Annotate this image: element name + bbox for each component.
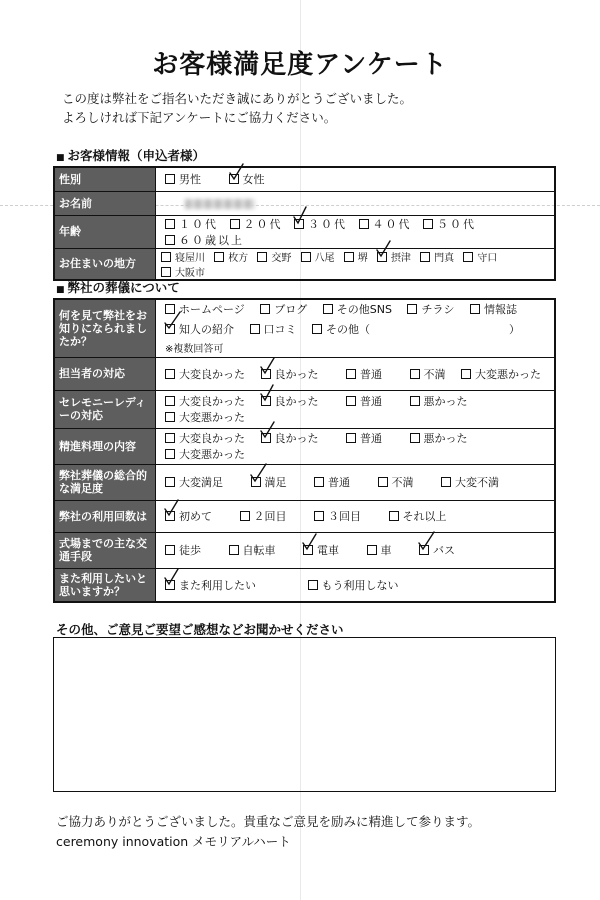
checkbox[interactable] (165, 412, 175, 422)
intro-line: よろしければ下記アンケートにご協力ください。 (62, 110, 337, 125)
checkbox[interactable] (165, 235, 175, 245)
area-option[interactable]: 八尾 (301, 249, 335, 264)
checkbox[interactable] (461, 369, 471, 379)
intro-text (62, 89, 412, 127)
ceremony-option[interactable]: 普通 (346, 393, 382, 409)
area-option[interactable]: 守口 (463, 249, 497, 264)
area-row (54, 248, 555, 280)
source-option[interactable]: 口コミ (250, 321, 297, 337)
overall-option[interactable]: 不満 (378, 474, 414, 490)
age-option[interactable]: ２０代 (230, 216, 283, 232)
source-option[interactable]: その他SNS (323, 301, 392, 317)
food-option[interactable]: 大変悪かった (165, 446, 245, 462)
checkbox[interactable] (165, 369, 175, 379)
check-mark-icon (164, 314, 184, 332)
checkbox[interactable] (423, 219, 433, 229)
closing-text (56, 812, 480, 852)
usage-option[interactable]: ２回目 (240, 508, 287, 524)
overall-option[interactable]: 満足 (251, 474, 287, 490)
age-option[interactable]: ３０代 (294, 216, 347, 232)
area-option[interactable]: 堺 (344, 249, 368, 264)
check-mark-icon (302, 535, 322, 553)
check-mark-icon (228, 164, 248, 182)
opinion-textarea[interactable] (53, 637, 556, 792)
redacted-name (185, 199, 255, 209)
funeral-section-title: ■ 弊社の葬儀について (56, 280, 180, 295)
opinion-title: その他、ご意見ご要望ご感想などお聞かせください (56, 622, 344, 637)
checkbox[interactable] (346, 396, 356, 406)
staff-option[interactable]: 不満 (410, 366, 446, 382)
checkbox[interactable] (250, 324, 260, 334)
age-option[interactable]: ４０代 (359, 216, 412, 232)
source-options-line (165, 321, 554, 337)
row-label: 精進料理の内容 (54, 428, 156, 464)
checkbox[interactable] (359, 219, 369, 229)
checkbox[interactable] (344, 252, 354, 262)
food-row (54, 428, 555, 464)
staff-option[interactable]: 大変悪かった (461, 366, 541, 382)
checkbox[interactable] (165, 219, 175, 229)
source-option[interactable]: 知人の紹介 (165, 321, 234, 337)
usage-option[interactable]: それ以上 (389, 508, 447, 524)
checkbox[interactable] (229, 545, 239, 555)
age-row (54, 215, 555, 248)
transport-option[interactable]: バス (419, 542, 455, 558)
food-option[interactable]: 良かった (261, 430, 319, 446)
check-mark-icon (293, 209, 313, 227)
reuse-row (54, 568, 555, 602)
transport-option[interactable]: 自転車 (229, 542, 276, 558)
reuse-option[interactable]: もう利用しない (308, 577, 399, 593)
source-option[interactable]: ホームページ (165, 301, 245, 317)
checkbox[interactable] (314, 511, 324, 521)
source-options-line (165, 301, 554, 317)
area-option[interactable]: 摂津 (377, 249, 411, 264)
staff-option[interactable]: 良かった (261, 366, 319, 382)
usage-row (54, 500, 555, 532)
checkbox[interactable] (214, 252, 224, 262)
staff-option[interactable]: 普通 (346, 366, 382, 382)
row-label: 式場までの主な交通手段 (54, 532, 156, 568)
staff-option[interactable]: 大変良かった (165, 366, 245, 382)
closing-line: ご協力ありがとうございました。貴重なご意見を励みに精進して参ります。 (56, 814, 481, 829)
overall-option[interactable]: 大変不満 (441, 474, 499, 490)
check-mark-icon (260, 423, 280, 441)
row-label: お住まいの地方 (54, 248, 156, 280)
page-title: お客様満足度アンケート (152, 50, 448, 80)
gender-option[interactable]: 男性 (165, 171, 201, 187)
usage-option[interactable]: ３回目 (314, 508, 361, 524)
customer-info-table (53, 166, 556, 281)
row-label: 担当者の対応 (54, 357, 156, 390)
row-label: お名前 (54, 191, 156, 215)
area-option[interactable]: 門真 (420, 249, 454, 264)
checkbox[interactable] (441, 477, 451, 487)
checkbox[interactable] (308, 580, 318, 590)
customer-info-section-title: ■ お客様情報（申込者様） (56, 148, 206, 163)
checkbox[interactable] (165, 545, 175, 555)
overall-option[interactable]: 大変満足 (165, 474, 223, 490)
checkbox[interactable] (301, 252, 311, 262)
age-option[interactable]: ５０代 (423, 216, 476, 232)
age-option[interactable]: ６０歳以上 (165, 232, 244, 248)
area-option[interactable]: 交野 (257, 249, 291, 264)
checkbox[interactable] (407, 304, 417, 314)
area-option[interactable]: 寝屋川 (161, 249, 205, 264)
funeral-survey-table (53, 298, 556, 603)
source-option[interactable]: 情報誌 (470, 301, 517, 317)
checkbox[interactable] (420, 252, 430, 262)
area-option[interactable]: 枚方 (214, 249, 248, 264)
source-option[interactable]: その他（ ） (312, 321, 520, 337)
check-mark-icon (260, 359, 280, 377)
row-label: 何を見て弊社をお知りになられましたか？ (54, 299, 156, 357)
checkbox[interactable] (314, 477, 324, 487)
transport-option[interactable]: 電車 (303, 542, 339, 558)
checkbox[interactable] (165, 449, 175, 459)
checkbox[interactable] (463, 252, 473, 262)
source-option[interactable]: ブログ (260, 301, 307, 317)
overall-row (54, 464, 555, 500)
check-mark-icon (376, 242, 396, 260)
food-option[interactable]: 悪かった (410, 430, 468, 446)
checkbox[interactable] (410, 396, 420, 406)
transport-row (54, 532, 555, 568)
age-option[interactable]: １０代 (165, 216, 218, 232)
reuse-option[interactable]: また利用したい (165, 577, 256, 593)
row-label: 性別 (54, 167, 156, 191)
check-mark-icon (418, 535, 438, 553)
checkbox[interactable] (410, 369, 420, 379)
ceremony-option[interactable]: 大変悪かった (165, 409, 245, 425)
checkbox[interactable] (367, 545, 377, 555)
checkbox[interactable] (165, 304, 175, 314)
ceremony-row (54, 390, 555, 428)
transport-option[interactable]: 車 (367, 542, 392, 558)
checkbox[interactable] (346, 369, 356, 379)
multiple-answer-note: ※複数回答可 (165, 344, 224, 356)
source-option[interactable]: チラシ (407, 301, 454, 317)
row-label: 年齢 (54, 215, 156, 248)
check-mark-icon (260, 386, 280, 404)
area-option[interactable]: 大阪市 (161, 264, 205, 279)
square-bullet-icon: ■ (56, 153, 65, 163)
intro-line: この度は弊社をご指名いただき誠にありがとうございました。 (62, 91, 413, 106)
checkbox[interactable] (161, 252, 171, 262)
checkbox[interactable] (165, 174, 175, 184)
check-mark-icon (250, 467, 270, 485)
check-mark-icon (164, 570, 184, 588)
square-bullet-icon: ■ (56, 285, 65, 295)
checkbox[interactable] (240, 511, 250, 521)
food-option[interactable]: 大変良かった (165, 430, 245, 446)
other-close-paren: ） (509, 323, 520, 337)
staff-row (54, 357, 555, 390)
ceremony-option[interactable]: 大変良かった (165, 393, 245, 409)
checkbox[interactable] (260, 304, 270, 314)
checkbox[interactable] (410, 433, 420, 443)
checkbox[interactable] (378, 477, 388, 487)
row-label: 弊社葬儀の総合的な満足度 (54, 464, 156, 500)
checkbox[interactable] (323, 304, 333, 314)
checkbox[interactable] (389, 511, 399, 521)
checkbox[interactable] (165, 477, 175, 487)
ceremony-option[interactable]: 良かった (261, 393, 319, 409)
checkbox[interactable] (257, 252, 267, 262)
usage-option[interactable]: 初めて (165, 508, 212, 524)
checkbox[interactable] (165, 433, 175, 443)
check-mark-icon (164, 501, 184, 519)
checkbox[interactable] (230, 219, 240, 229)
gender-option[interactable]: 女性 (229, 171, 265, 187)
company-name: ceremony innovation メモリアルハート (56, 834, 291, 849)
checkbox[interactable] (346, 433, 356, 443)
gender-row (54, 167, 555, 191)
transport-option[interactable]: 徒歩 (165, 542, 201, 558)
row-label: また利用したいと思いますか？ (54, 568, 156, 602)
checkbox[interactable] (470, 304, 480, 314)
checkbox[interactable] (312, 324, 322, 334)
checkbox[interactable] (165, 396, 175, 406)
row-label: セレモニーレディーの対応 (54, 390, 156, 428)
source-row (54, 299, 555, 357)
food-option[interactable]: 普通 (346, 430, 382, 446)
row-label: 弊社の利用回数は (54, 500, 156, 532)
ceremony-option[interactable]: 悪かった (410, 393, 468, 409)
overall-option[interactable]: 普通 (314, 474, 350, 490)
checkbox[interactable] (161, 267, 171, 277)
